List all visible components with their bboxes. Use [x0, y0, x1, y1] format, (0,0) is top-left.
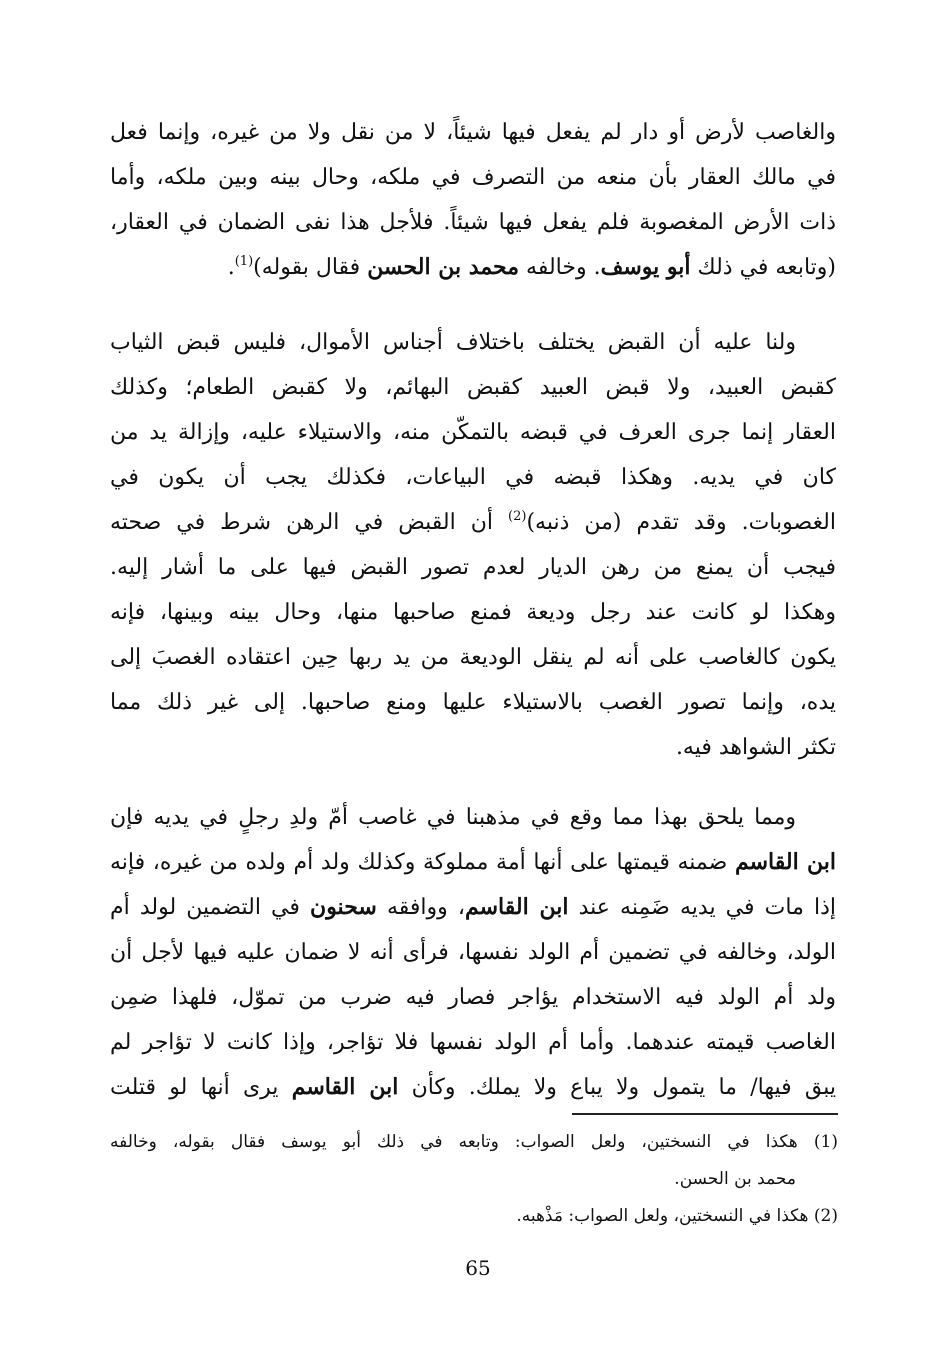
paragraph-2-line-6: فيجب أن يمنع من رهن الديار لعدم تصور القبض فيها على ما أشار إليه.	[110, 555, 836, 580]
line-text: ضمنه قيمتها على أنها أمة مملوكة وكذلك ولد أم ولده من غيره، فإنه	[110, 850, 735, 875]
name-sahnun: سحنون	[310, 894, 377, 920]
paragraph-1-line-3: ذات الأرض المغصوبة فلم يفعل فيها شيئاً. فلأجل هذا نفى الضمان في العقار،	[110, 210, 836, 235]
name-ibn-al-qasim: ابن القاسم	[291, 1074, 399, 1100]
page-number: 65	[465, 1256, 491, 1280]
name-muhammad-ibn-al-hasan: محمد بن الحسن	[367, 254, 520, 280]
paragraph-2-line-1: ولنا عليه أن القبض يختلف باختلاف أجناس الأموال، فليس قبض الثياب	[110, 330, 796, 355]
paragraph-1-line-1: والغاصب لأرض أو دار لم يفعل فيها شيئاً، لا من نقل ولا من غيره، وإنما فعل	[110, 120, 836, 145]
line-text: يرى أنها لو قتلت	[110, 1075, 292, 1100]
paragraph-3-line-5: ولد أم الولد فيه الاستخدام يؤاجر فصار فيه ضرب من تموّل، فلهذا ضمِن	[110, 985, 836, 1010]
line-text: .	[227, 255, 235, 280]
line-text: (وتابعه في ذلك	[690, 255, 836, 280]
line-text: في التضمين لولد أم	[110, 895, 311, 920]
footnote-separator	[572, 1113, 838, 1115]
footnote-2-number: (2)	[813, 1206, 838, 1226]
footnote-1-text: هكذا في النسختين، ولعل الصواب: وتابعه في ذلك أبو يوسف فقال بقوله، وخالفه	[110, 1132, 798, 1152]
paragraph-3-line-1: ومما يلحق بهذا مما وقع في مذهبنا في غاصب أمّ ولدِ رجلٍ في يديه فإن	[110, 805, 796, 830]
footnote-1-number: (1)	[813, 1132, 838, 1152]
footnote-2	[110, 1198, 838, 1235]
name-ibn-al-qasim: ابن القاسم	[464, 894, 569, 920]
paragraph-2-line-4: كان في يديه. وهكذا قبضه في البياعات، فكذلك يجب أن يكون في	[110, 465, 836, 490]
line-text: . وخالفه	[519, 255, 601, 280]
line-text: الغصوبات. وقد تقدم (من ذنبه)	[526, 510, 836, 535]
footnote-ref-1: (1)	[234, 254, 254, 269]
line-text: أن القبض في الرهن شرط في صحته	[110, 510, 509, 535]
paragraph-2-line-9: يده، وإنما تصور الغصب بالاستيلاء عليها ومنع صاحبها. إلى غير ذلك مما	[110, 690, 836, 715]
name-abu-yusuf: أبو يوسف	[600, 254, 691, 280]
paragraph-2-line-2: كقبض العبيد، ولا قبض العبيد كقبض البهائم، ولا كقبض الطعام؛ وكذلك	[110, 375, 836, 400]
line-text: إذا مات في يديه ضَمِنه عند	[568, 895, 836, 920]
line-text: ، ووافقه	[376, 895, 465, 920]
paragraph-3-line-4: الولد، وخالفه في تضمين أم الولد نفسها، فرأى أنه لا ضمان عليه فيها لأجل أن	[110, 940, 836, 965]
paragraph-1-line-4	[110, 245, 836, 290]
footnote-2-text: هكذا في النسختين، ولعل الصواب: مَذْهبه.	[516, 1206, 809, 1226]
paragraph-1	[110, 110, 836, 290]
name-ibn-al-qasim: ابن القاسم	[734, 849, 836, 875]
paragraph-2-line-10: تكثر الشواهد فيه.	[675, 735, 836, 760]
paragraph-3-line-6: الغاصب قيمته عندهما. وأما أم الولد نفسها فلا تؤاجر، وإذا كانت لا تؤاجر لم	[110, 1030, 836, 1055]
paragraph-2-line-8: يكون كالغاصب على أنه لم ينقل الوديعة من يد ربها حِين اعتقاده الغصبَ إلى	[110, 645, 836, 670]
paragraph-3	[110, 795, 836, 1110]
paragraph-3-line-2	[110, 840, 836, 885]
footnote-1-line-2: محمد بن الحسن.	[674, 1169, 796, 1189]
paragraph-1-line-2: في مالك العقار بأن منعه من التصرف في ملكه، وحال بينه وبين ملكه، وأما	[110, 165, 836, 190]
paragraph-2	[110, 320, 836, 770]
footnote-ref-2: (2)	[508, 509, 527, 524]
paragraph-2-line-7: وهكذا لو كانت عند رجل وديعة فمنع صاحبها منها، وحال بينه وبينها، فإنه	[110, 600, 836, 625]
paragraph-3-line-7	[110, 1065, 836, 1110]
paragraph-2-line-5	[110, 500, 836, 545]
line-text: يبق فيها/ ما يتمول ولا يباع ولا يملك. وكأن	[398, 1075, 836, 1100]
paragraph-3-line-3	[110, 885, 836, 930]
footnote-1-line-1	[110, 1124, 838, 1161]
line-text: فقال بقوله)	[253, 255, 368, 280]
footnotes	[110, 1124, 838, 1235]
paragraph-2-line-3: العقار إنما جرى العرف في قبضه بالتمكّن منه، والاستيلاء عليه، وإزالة يد من	[110, 420, 836, 445]
